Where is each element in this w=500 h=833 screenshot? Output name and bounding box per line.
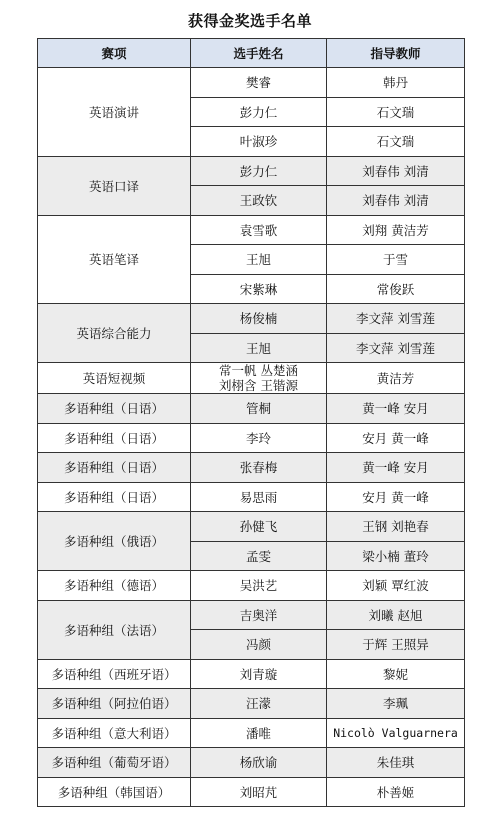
contestant-cell: 王旭 [191,333,327,363]
teacher-cell: 安月 黄一峰 [327,482,465,512]
table-row [38,394,465,424]
table-row [38,363,465,394]
contestant-cell: 刘昭芃 [191,777,327,807]
table-row [38,659,465,689]
event-cell: 多语种组（阿拉伯语） [38,689,191,719]
event-cell: 多语种组（韩国语） [38,777,191,807]
event-cell: 多语种组（日语） [38,394,191,424]
contestant-line: 常一帆 丛楚涵 [219,363,298,378]
teacher-cell: 刘颖 覃红波 [327,571,465,601]
table-row [38,453,465,483]
table-header-row [38,39,465,68]
event-cell: 英语短视频 [38,363,191,394]
teacher-cell: 于雪 [327,245,465,275]
table-row [38,718,465,748]
table-row [38,482,465,512]
table-row [38,689,465,719]
contestant-cell: 孙健飞 [191,512,327,542]
contestant-cell: 杨俊楠 [191,304,327,334]
event-cell: 多语种组（日语） [38,453,191,483]
contestant-cell: 王旭 [191,245,327,275]
contestant-cell: 樊睿 [191,68,327,98]
contestant-cell: 王政钦 [191,186,327,216]
contestant-cell [191,363,327,394]
teacher-cell: 刘曦 赵旭 [327,600,465,630]
contestant-cell: 汪濛 [191,689,327,719]
table-row [38,304,465,334]
teacher-cell: 黄洁芳 [327,363,465,394]
table-row [38,423,465,453]
table-body [38,68,465,807]
event-cell: 多语种组（俄语） [38,512,191,571]
table-row [38,571,465,601]
contestant-cell: 彭力仁 [191,97,327,127]
teacher-cell: 常俊跃 [327,274,465,304]
event-cell: 英语笔译 [38,215,191,304]
contestant-cell: 潘唯 [191,718,327,748]
teacher-cell: Nicolò Valguarnera [327,718,465,748]
contestant-cell: 杨欣谕 [191,748,327,778]
teacher-cell: 黄一峰 安月 [327,394,465,424]
teacher-cell: 石文瑞 [327,127,465,157]
contestant-line: 刘栩含 王锴源 [219,378,298,393]
teacher-cell: 刘春伟 刘清 [327,186,465,216]
winners-table [37,38,465,807]
contestant-cell: 宋紫琳 [191,274,327,304]
contestant-cell: 张春梅 [191,453,327,483]
contestant-cell: 李玲 [191,423,327,453]
contestant-cell: 袁雪歌 [191,215,327,245]
page-title: 获得金奖选手名单 [187,12,312,30]
contestant-cell: 叶淑珍 [191,127,327,157]
contestant-cell: 易思雨 [191,482,327,512]
event-cell: 英语综合能力 [38,304,191,363]
header-event: 赛项 [38,39,191,68]
header-contestant: 选手姓名 [191,39,327,68]
event-cell: 多语种组（法语） [38,600,191,659]
table-row [38,156,465,186]
teacher-cell: 黄一峰 安月 [327,453,465,483]
table-row [38,600,465,630]
event-cell: 多语种组（西班牙语） [38,659,191,689]
contestant-cell: 吉奥洋 [191,600,327,630]
event-cell: 多语种组（德语） [38,571,191,601]
teacher-cell: 于辉 王照异 [327,630,465,660]
teacher-cell: 安月 黄一峰 [327,423,465,453]
teacher-cell: 王钢 刘艳春 [327,512,465,542]
teacher-cell: 梁小楠 董玲 [327,541,465,571]
contestant-cell: 彭力仁 [191,156,327,186]
table-row [38,68,465,98]
teacher-cell: 刘翔 黄洁芳 [327,215,465,245]
table-row [38,512,465,542]
contestant-cell: 吴洪艺 [191,571,327,601]
teacher-cell: 韩丹 [327,68,465,98]
contestant-cell: 冯颜 [191,630,327,660]
table-row [38,748,465,778]
event-cell: 英语演讲 [38,68,191,157]
header-teacher: 指导教师 [327,39,465,68]
event-cell: 多语种组（葡萄牙语） [38,748,191,778]
teacher-cell: 黎妮 [327,659,465,689]
event-cell: 多语种组（意大利语） [38,718,191,748]
event-cell: 英语口译 [38,156,191,215]
event-cell: 多语种组（日语） [38,482,191,512]
event-cell: 多语种组（日语） [38,423,191,453]
teacher-cell: 朱佳琪 [327,748,465,778]
table-row [38,215,465,245]
contestant-cell: 孟雯 [191,541,327,571]
teacher-cell: 李文萍 刘雪莲 [327,333,465,363]
teacher-cell: 朴善姬 [327,777,465,807]
teacher-cell: 李文萍 刘雪莲 [327,304,465,334]
teacher-cell: 石文瑞 [327,97,465,127]
teacher-cell: 刘春伟 刘清 [327,156,465,186]
table-row [38,777,465,807]
teacher-cell: 李珮 [327,689,465,719]
contestant-cell: 刘青璇 [191,659,327,689]
contestant-cell: 管桐 [191,394,327,424]
